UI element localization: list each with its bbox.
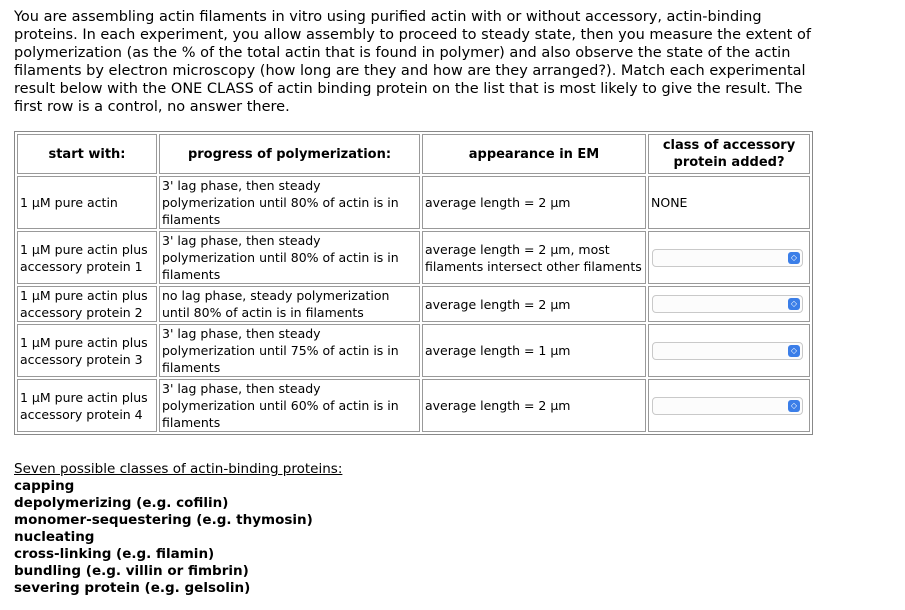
table-row [17,324,810,377]
table-row [17,231,810,284]
header-class: class of accessory protein added? [648,134,810,174]
appearance-cell: average length = 2 µm, most filaments intersect other filaments [422,231,646,284]
appearance-cell: average length = 2 µm [422,176,646,229]
list-item: bundling (e.g. villin or fimbrin) [14,563,249,579]
start-cell: 1 µM pure actin [17,176,157,229]
list-item: capping [14,478,75,494]
table-row [17,286,810,322]
table-row [17,379,810,432]
question-intro: You are assembling actin filaments in vitro using purified actin with or without accessory, actin-binding proteins. In each experiment, you allow assembly to proceed to steady state, then you measure the extent of polymerization (as the % of the total actin that is found in polymer) and also observe the state of the actin filaments by electron microscopy (how long are they and how are they arranged?). Match each experimental result below with the ONE CLASS of actin binding protein on the list that is most likely to give the result. The first row is a control, no answer there. [14,9,811,115]
answer-select-4[interactable] [652,397,803,415]
progress-cell: 3' lag phase, then steady polymerization until 60% of actin is in filaments [159,379,420,432]
list-item: nucleating [14,529,95,545]
header-progress: progress of polymerization: [159,134,420,174]
classes-header: Seven possible classes of actin-binding proteins: [14,461,343,477]
list-item: depolymerizing (e.g. cofilin) [14,495,229,511]
start-cell: 1 µM pure actin plus accessory protein 3 [17,324,157,377]
answer-select-3[interactable] [652,342,803,360]
select-arrow-icon: ◇ [788,252,800,264]
table-header-row [17,134,810,174]
list-item: severing protein (e.g. gelsolin) [14,580,251,596]
list-item: monomer-sequestering (e.g. thymosin) [14,512,313,528]
protein-classes-list [14,461,342,597]
select-arrow-icon: ◇ [788,345,800,357]
appearance-cell: average length = 2 µm [422,379,646,432]
answer-cell [648,324,810,377]
start-cell: 1 µM pure actin plus accessory protein 4 [17,379,157,432]
table-row [17,176,810,229]
appearance-cell: average length = 2 µm [422,286,646,322]
answer-cell [648,231,810,284]
header-start: start with: [17,134,157,174]
select-arrow-icon: ◇ [788,400,800,412]
appearance-cell: average length = 1 µm [422,324,646,377]
results-table [14,131,813,435]
select-arrow-icon: ◇ [788,298,800,310]
answer-cell [648,286,810,322]
header-appearance: appearance in EM [422,134,646,174]
progress-cell: 3' lag phase, then steady polymerization until 80% of actin is in filaments [159,176,420,229]
start-cell: 1 µM pure actin plus accessory protein 2 [17,286,157,322]
answer-cell [648,379,810,432]
progress-cell: 3' lag phase, then steady polymerization until 80% of actin is in filaments [159,231,420,284]
answer-cell: NONE [648,176,810,229]
answer-select-1[interactable] [652,249,803,267]
start-cell: 1 µM pure actin plus accessory protein 1 [17,231,157,284]
progress-cell: no lag phase, steady polymerization until 80% of actin is in filaments [159,286,420,322]
answer-select-2[interactable] [652,295,803,313]
list-item: cross-linking (e.g. filamin) [14,546,215,562]
progress-cell: 3' lag phase, then steady polymerization until 75% of actin is in filaments [159,324,420,377]
